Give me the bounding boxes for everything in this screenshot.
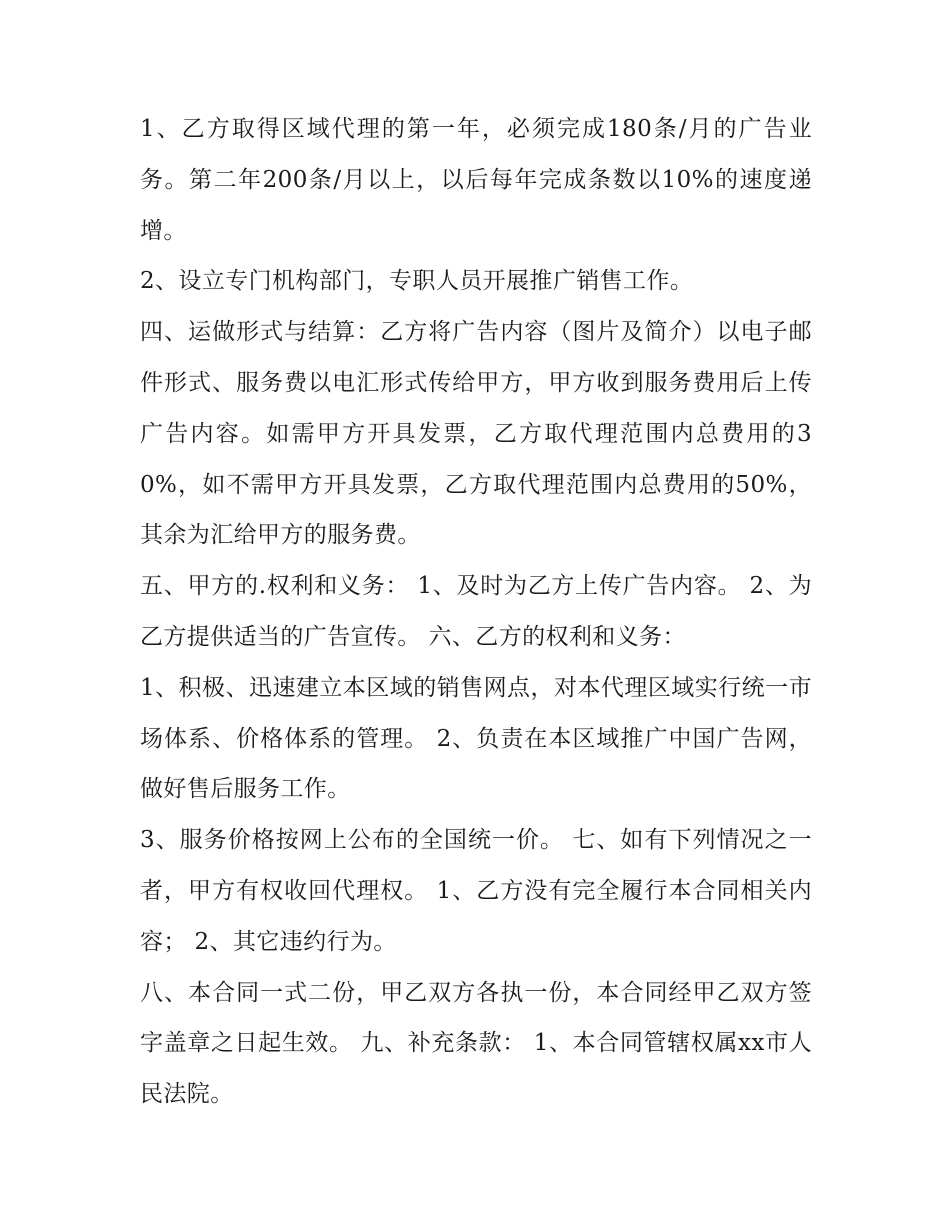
paragraph-clause-2: 2、设立专门机构部门，专职人员开展推广销售工作。 <box>140 268 694 295</box>
paragraph-section-5: 五、甲方的.权利和义务： 1、及时为乙方上传广告内容。 2、为乙方提供适当的广告宣传。 六、乙方的权利和义务： <box>140 573 812 650</box>
paragraph-section-4: 四、运做形式与结算：乙方将广告内容（图片及简介）以电子邮件形式、服务费以电汇形式传给甲方，甲方收到服务费用后上传广告内容。如需甲方开具发票，乙方取代理范围内总费用的30%，如不需甲方开具发票，乙方取代理范围内总费用的50%，其余为汇给甲方的服务费。 <box>140 319 812 549</box>
paragraph-section-6-items: 1、积极、迅速建立本区域的销售网点，对本代理区域实行统一市场体系、价格体系的管理。 2、负责在本区域推广中国广告网，做好售后服务工作。 <box>140 674 812 803</box>
paragraph-clause-1: 1、乙方取得区域代理的第一年，必须完成180条/月的广告业务。第二年200条/月以上，以后每年完成条数以10%的速度递增。 <box>140 116 812 244</box>
document-body <box>140 104 812 1120</box>
paragraph-section-8-9: 八、本合同一式二份，甲乙双方各执一份，本合同经甲乙双方签字盖章之日起生效。 九、补充条款： 1、本合同管辖权属xx市人民法院。 <box>140 979 812 1108</box>
paragraph-section-7: 3、服务价格按网上公布的全国统一价。 七、如有下列情况之一者，甲方有权收回代理权。 1、乙方没有完全履行本合同相关内容； 2、其它违约行为。 <box>140 827 812 955</box>
